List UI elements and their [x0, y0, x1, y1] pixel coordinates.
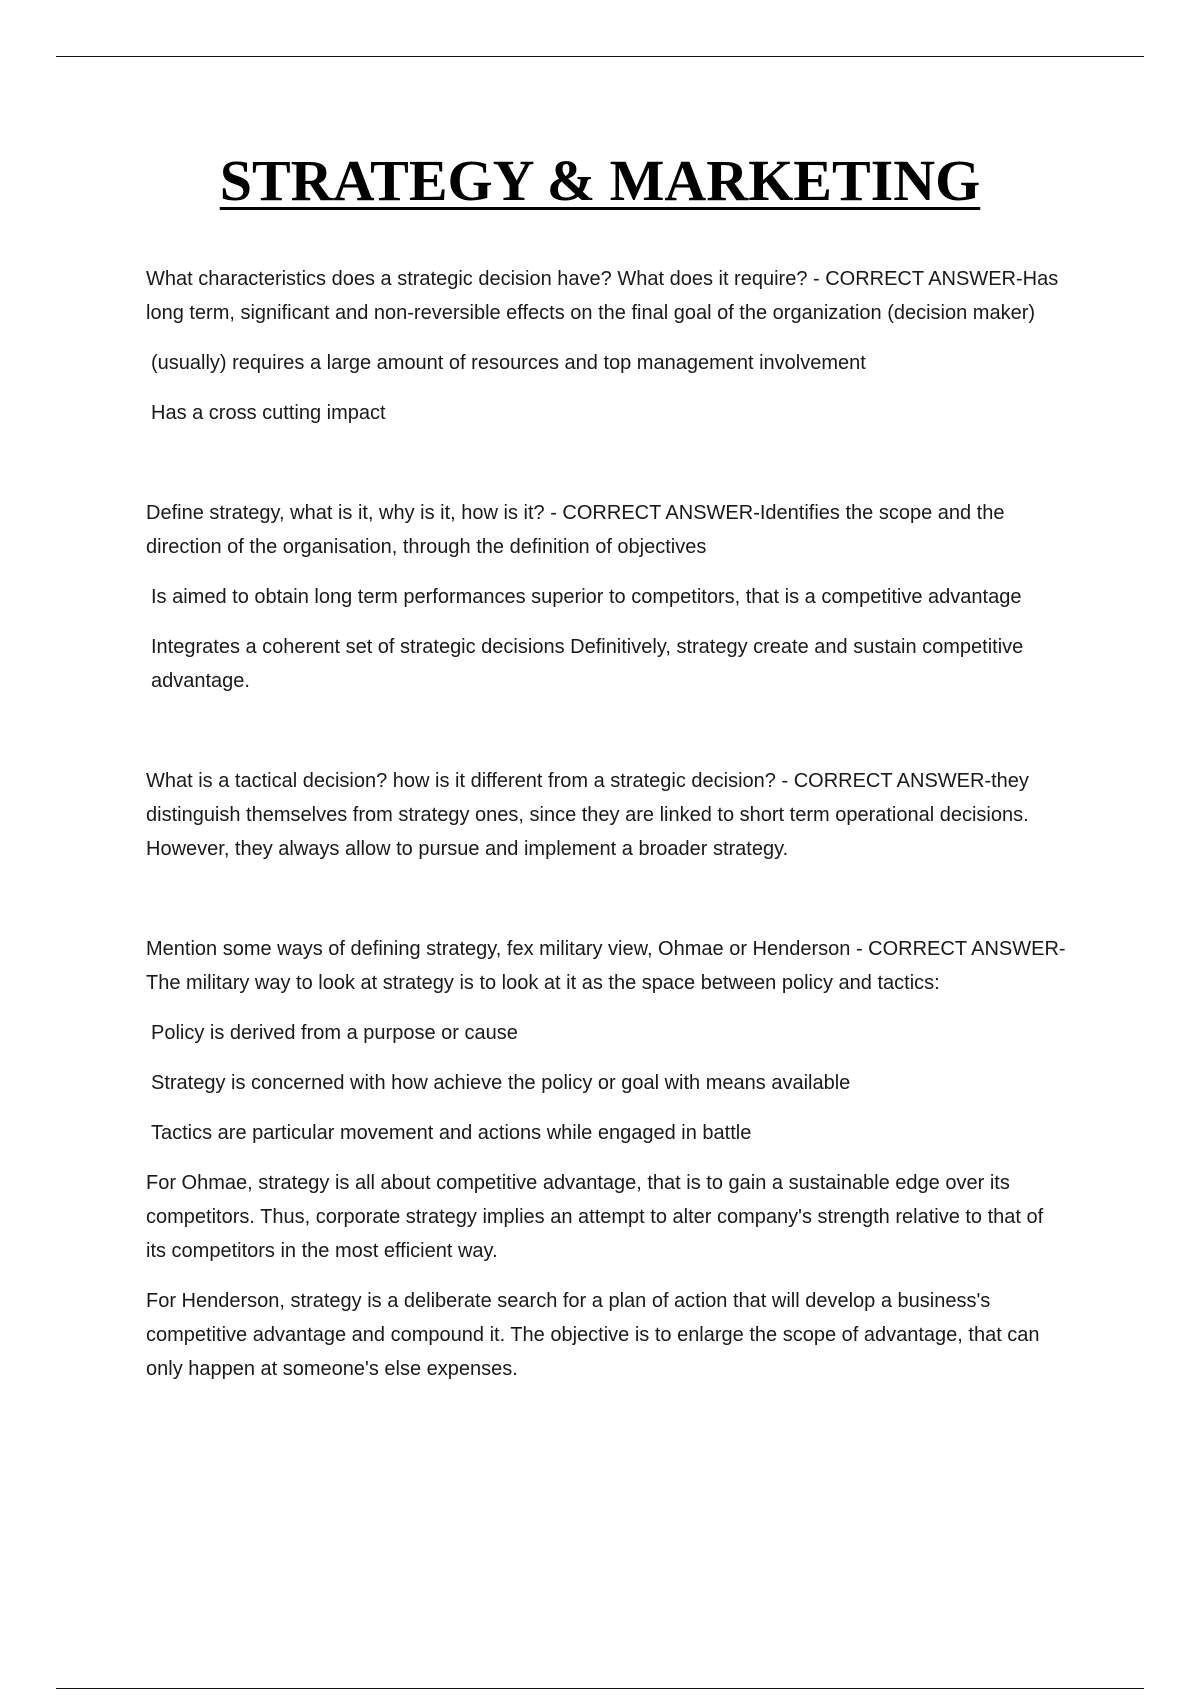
question-answer: What characteristics does a strategic decision have? What does it require? - CORRECT ANSWER-Has long term, significant and non-reversible effects on the final goal of the organization (decision maker) [146, 268, 1059, 324]
qa-block-1 [146, 262, 1066, 430]
qa-block-4 [146, 932, 1066, 1386]
qa-block-3 [146, 764, 1066, 866]
top-divider [56, 56, 1144, 57]
question-answer: What is a tactical decision? how is it different from a strategic decision? - CORRECT ANSWER-they distinguish themselves from strategy ones, since they are linked to short term operational decisions. However, they always allow to pursue and implement a broader strategy. [146, 770, 1029, 860]
answer-point: Has a cross cutting impact [151, 402, 386, 424]
qa-block-2 [146, 496, 1066, 698]
answer-point: Policy is derived from a purpose or cause [151, 1022, 518, 1044]
bottom-divider [56, 1688, 1144, 1689]
page-title-text: STRATEGY & MARKETING [219, 148, 981, 213]
answer-point: (usually) requires a large amount of resources and top management involvement [151, 352, 866, 374]
answer-paragraph: For Ohmae, strategy is all about competitive advantage, that is to gain a sustainable edge over its competitors. Thus, corporate strategy implies an attempt to alter company's strength relative to that of its competitors in the most efficient way. [146, 1172, 1044, 1262]
page-title [0, 148, 1200, 214]
answer-point: Is aimed to obtain long term performances superior to competitors, that is a competitive advantage [151, 586, 1022, 608]
question-answer: Mention some ways of defining strategy, fex military view, Ohmae or Henderson - CORRECT ANSWER-The military way to look at strategy is to look at it as the space between policy and tactics: [146, 938, 1066, 994]
answer-point: Strategy is concerned with how achieve the policy or goal with means available [151, 1072, 851, 1094]
answer-point: Integrates a coherent set of strategic decisions Definitively, strategy create and sustain competitive advantage. [151, 636, 1024, 692]
answer-paragraph: For Henderson, strategy is a deliberate search for a plan of action that will develop a business's competitive advantage and compound it. The objective is to enlarge the scope of advantage, that can only happen at someone's else expenses. [146, 1290, 1040, 1380]
question-answer: Define strategy, what is it, why is it, how is it? - CORRECT ANSWER-Identifies the scope and the direction of the organisation, through the definition of objectives [146, 502, 1005, 558]
answer-point: Tactics are particular movement and actions while engaged in battle [151, 1122, 752, 1144]
document-body [146, 262, 1066, 1386]
